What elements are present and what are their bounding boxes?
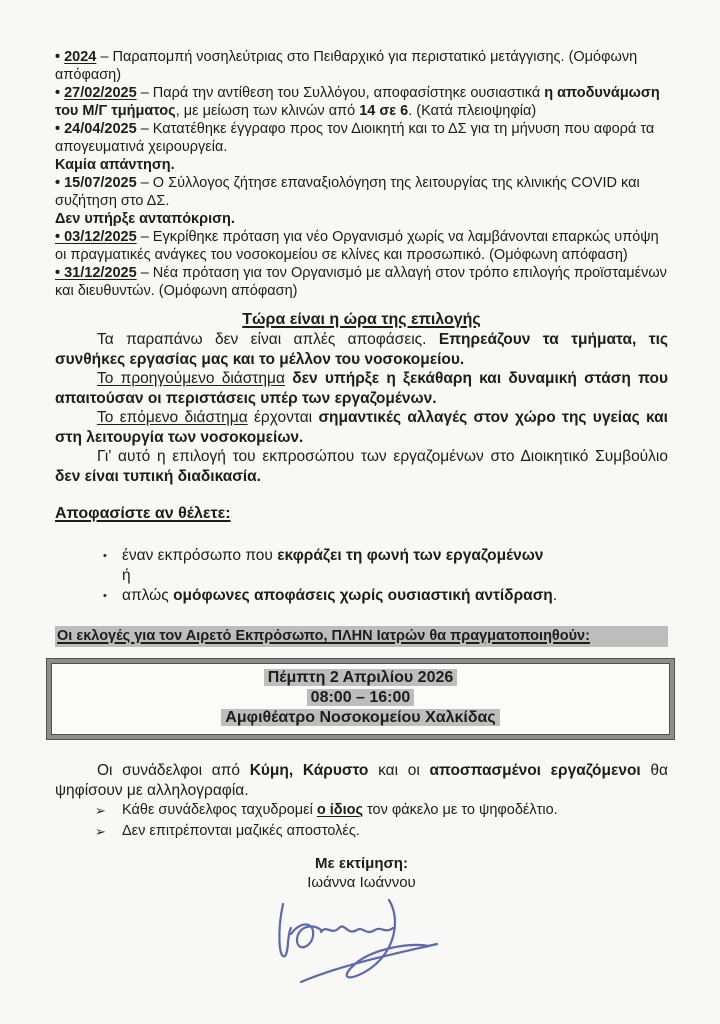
text-run: – Νέα πρόταση για τον Οργανισμό με αλλαγή στον τρόπο επιλογής προϊσταμένων και διευθυντών. (Ομόφωνη απόφαση) — [55, 265, 671, 299]
text-run: , με μείωση των κλινών από — [175, 103, 360, 119]
text-run: • 15/07/2025 — [55, 175, 137, 191]
handwritten-signature — [55, 894, 668, 999]
text-run: Οι συνάδελφοι από — [97, 762, 250, 779]
text-run: σημαντικές αλλαγές στον χώρο της υγείας και στη λειτουργία των νοσοκομείων. — [55, 409, 673, 446]
text-run: και οι — [368, 762, 430, 779]
election-hours: 08:00 – 16:00 — [307, 689, 415, 706]
choice-item-or — [55, 566, 668, 586]
election-hours-line — [51, 688, 670, 708]
section-heading-time-to-choose — [55, 310, 668, 330]
elections-announcement-line — [55, 626, 668, 647]
arrow-marker-icon: ➢ — [95, 824, 106, 839]
log-entry-24-04-2025 — [55, 120, 668, 156]
text-run: έναν εκπρόσωπο που — [122, 547, 278, 564]
text-run: έρχονται — [247, 409, 319, 426]
text-run: Κάθε συνάδελφος ταχυδρομεί — [122, 802, 317, 818]
text-run: θα ψηφίσουν με αλληλογραφία. — [55, 762, 673, 799]
list-item-text — [122, 546, 543, 566]
text-run: • — [55, 85, 65, 101]
list-item-text — [122, 586, 557, 606]
signer-name: Ιωάννα Ιωάννου — [307, 874, 416, 891]
paragraph-next-period — [55, 408, 673, 447]
text-run: 14 σε 6 — [359, 103, 409, 119]
log-entry-31-12-2025 — [55, 264, 671, 300]
text-run: . (Κατά πλειοψηφία) — [408, 103, 537, 119]
text-run: Το επόμενο διάστημα — [97, 409, 248, 426]
mail-rule-self-post — [55, 800, 668, 821]
text-run: Γι' αυτό η επιλογή του εκπροσώπου των εργαζομένων στο Διοικητικό Συμβούλιο — [97, 448, 673, 465]
text-run: . — [552, 587, 558, 604]
arrow-marker-icon: ➢ — [95, 803, 106, 818]
text-run: – Εγκρίθηκε πρόταση για νέο Οργανισμό χωρίς να λαμβάνονται επαρκώς υπόψη οι πραγματικές ανάγκες του νοσοκομείου σε κλίνες και προσωπικό. (Ομόφωνη απόφαση) — [55, 229, 663, 263]
log-entry-27-02-2025 — [55, 84, 668, 120]
log-entry-15-07-2025 — [55, 174, 668, 210]
log-entry-03-12-2025 — [55, 228, 668, 264]
text-run: τον φάκελο με το ψηφοδέλτιο. — [363, 802, 558, 818]
election-venue-line — [51, 708, 670, 728]
text-run: η αποδυνάμωση του Μ/Γ τμήματος — [55, 85, 664, 119]
text-run: • — [55, 49, 65, 65]
election-date-line — [51, 668, 670, 688]
closing-salutation: Με εκτίμηση: — [315, 855, 408, 872]
election-venue: Αμφιθέατρο Νοσοκομείου Χαλκίδας — [221, 709, 499, 726]
text-run: ομόφωνες αποφάσεις χωρίς ουσιαστική αντίδραση — [173, 587, 553, 604]
text-run: Αποφασίστε αν θέλετε: — [55, 505, 231, 522]
text-run: Τα παραπάνω δεν είναι απλές αποφάσεις. — [97, 331, 439, 348]
text-run: 27/02/2025 — [64, 85, 137, 101]
text-run: – Παραπομπή νοσηλεύτριας στο Πειθαρχικό για περιστατικό μετάγγισης. (Ομόφωνη απόφαση) — [55, 49, 642, 83]
log-note-no-answer — [55, 156, 668, 174]
bullet-marker-icon: • — [103, 590, 107, 602]
text-run: – Παρά την αντίθεση του Συλλόγου, αποφασίστηκε ουσιαστικά — [136, 85, 545, 101]
text-run: Δεν επιτρέπονται μαζικές αποστολές. — [122, 823, 360, 839]
paragraph-mail-voting — [55, 761, 673, 800]
paragraph-previous-period — [55, 369, 673, 408]
list-item-text — [122, 821, 360, 842]
text-run: • 31/12/2025 — [55, 265, 137, 281]
choices-list — [55, 546, 668, 606]
choice-item-unanimous — [55, 586, 668, 606]
election-date: Πέμπτη 2 Απριλίου 2026 — [264, 669, 458, 686]
text-run: Τώρα είναι η ώρα της επιλογής — [242, 311, 481, 328]
voting-instructions-section — [55, 761, 673, 842]
signature-ink-icon — [267, 894, 457, 994]
log-note-no-response — [55, 210, 668, 228]
text-run: Κύμη, Κάρυστο — [249, 762, 369, 779]
text-run: αποσπασμένοι εργαζόμενοι — [429, 762, 641, 779]
text-run: Το προηγούμενο διάστημα — [97, 370, 285, 387]
election-info-box — [47, 659, 674, 739]
closing-section — [55, 854, 668, 999]
text-run: δεν υπήρξε η ξεκάθαρη και δυναμική στάση που απαιτούσαν οι περιστάσεις υπέρ των εργαζομένων. — [55, 370, 673, 407]
bullet-marker-icon: • — [103, 550, 107, 562]
text-run: εκφράζει τη φωνή των εργαζομένων — [277, 547, 544, 564]
section-heading-decide — [55, 504, 668, 524]
text-run: ή — [122, 567, 131, 584]
choice-item-voice — [55, 546, 668, 566]
text-run: Οι εκλογές για τον Αιρετό Εκπρόσωπο, ΠΛΗΝ Ιατρών θα πραγματοποιηθούν: — [57, 628, 590, 644]
mail-rule-no-bulk — [55, 821, 668, 842]
decision-log-and-appeal-section — [55, 48, 673, 647]
text-run: δεν είναι τυπική διαδικασία. — [55, 467, 261, 485]
text-run: απλώς — [122, 587, 174, 604]
text-run: Καμία απάντηση. — [55, 157, 175, 173]
text-run: • 24/04/2025 — [55, 121, 137, 137]
text-run: Επηρεάζουν τα τμήματα, τις συνθήκες εργασίας μας και το μέλλον του νοσοκομείου. — [55, 331, 673, 368]
text-run: – Κατατέθηκε έγγραφο προς τον Διοικητή και το ΔΣ για τη μήνυση που αφορά τα απογευματινά χειρουργεία. — [55, 121, 659, 155]
text-run: Δεν υπήρξε ανταπόκριση. — [55, 211, 235, 227]
text-run: ο ίδιος — [316, 802, 363, 818]
list-item-text — [122, 800, 558, 821]
text-run: 2024 — [64, 49, 97, 65]
text-run: • 03/12/2025 — [55, 229, 137, 245]
paragraph-representative-choice — [55, 447, 673, 486]
log-entry-2024 — [55, 48, 668, 84]
paragraph-decisions-impact — [55, 330, 673, 369]
text-run: – Ο Σύλλογος ζήτησε επαναξιολόγηση της λειτουργίας της κλινικής COVID και συζήτηση στο ΔΣ. — [55, 175, 644, 209]
